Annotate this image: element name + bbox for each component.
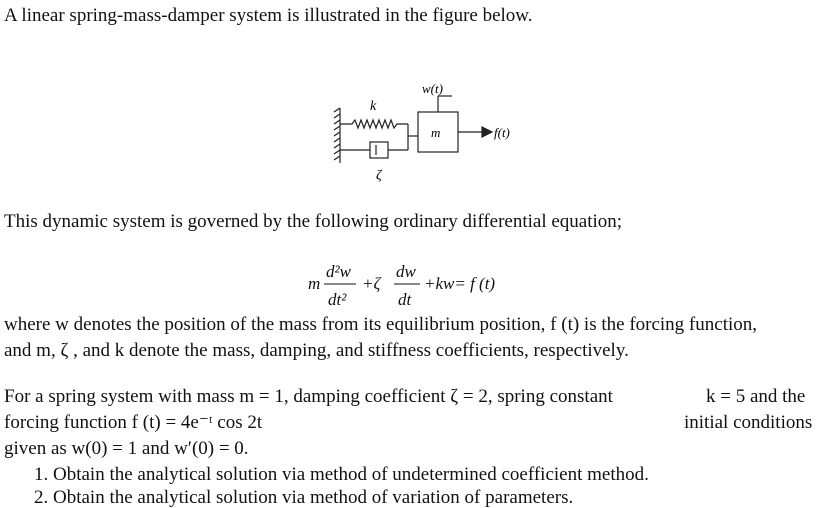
where-line-1: where w denotes the position of the mass from its equilibrium position, f (t) is the forcing function, <box>4 314 758 335</box>
problem-line-2: forcing function f (t) = 4e⁻ᵗ cos 2t <box>4 412 263 433</box>
eq-m: m <box>308 274 321 293</box>
differential-equation <box>300 258 540 314</box>
eq-dt2: dt² <box>328 290 347 309</box>
eq-d2w: d²w <box>326 262 351 281</box>
governed-text: This dynamic system is governed by the following ordinary differential equation; <box>4 211 623 232</box>
where-line-2: and m, ζ , and k denote the mass, damping, and stiffness coefficients, respectively. <box>4 340 629 361</box>
zeta-label: ζ <box>376 168 382 183</box>
problem-line-1-right: k = 5 and the <box>706 386 806 407</box>
task-2: 2. Obtain the analytical solution via method of variation of parameters. <box>34 487 574 508</box>
w-label: w(t) <box>422 81 443 96</box>
m-label: m <box>431 125 441 140</box>
eq-plus-zeta: +ζ <box>362 274 381 293</box>
eq-rest: +kw= f (t) <box>424 274 496 293</box>
task-1: 1. Obtain the analytical solution via method of undetermined coefficient method. <box>34 464 649 485</box>
f-label: f(t) <box>494 125 510 140</box>
problem-line-3: given as w(0) = 1 and w′(0) = 0. <box>4 438 249 459</box>
problem-line-2-right: initial conditions <box>684 412 813 433</box>
k-label: k <box>370 99 377 114</box>
problem-line-1: For a spring system with mass m = 1, damping coefficient ζ = 2, spring constant <box>4 386 613 407</box>
eq-dw: dw <box>396 262 416 281</box>
spring-mass-damper-figure <box>330 78 570 188</box>
intro-text: A linear spring-mass-damper system is illustrated in the figure below. <box>4 5 533 26</box>
spring-icon <box>340 120 408 128</box>
eq-dt: dt <box>398 290 412 309</box>
